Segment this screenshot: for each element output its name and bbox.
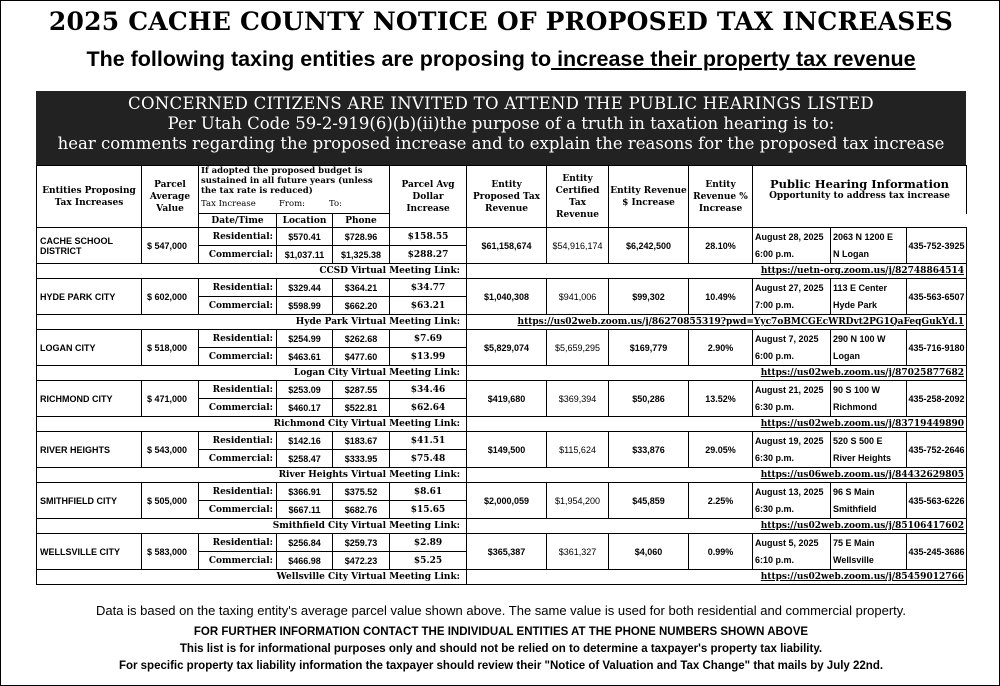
meeting-link-label: Hyde Park Virtual Meeting Link: — [37, 315, 467, 330]
commercial-from: $466.98 — [277, 552, 333, 570]
parcel-average-value: $ 543,000 — [142, 432, 199, 468]
revenue-dollar-increase: $6,242,500 — [609, 228, 689, 264]
location-line-2: Logan — [833, 350, 861, 361]
revenue-percent-increase: 28.10% — [689, 228, 753, 264]
meeting-link[interactable]: https://us02web.zoom.us/j/87025877682 — [467, 366, 967, 381]
banner-line-3: hear comments regarding the proposed increase and to explain the reasons for the proposed tax increase — [57, 134, 945, 153]
hearing-date: August 28, 2025 — [755, 231, 824, 242]
header-phone: Phone — [333, 214, 390, 228]
hearing-datetime — [753, 279, 831, 315]
hearing-time: 6:30 p.m. — [755, 401, 795, 412]
header-sub-labels — [201, 199, 389, 209]
hearing-datetime — [753, 381, 831, 417]
revenue-percent-increase: 10.49% — [689, 279, 753, 315]
hearing-banner — [36, 91, 966, 165]
hearing-location — [831, 432, 907, 468]
entity-name: RICHMOND CITY — [37, 381, 142, 417]
revenue-dollar-increase: $99,302 — [609, 279, 689, 315]
residential-label: Residential: — [199, 228, 277, 246]
parcel-average-value: $ 547,000 — [142, 228, 199, 264]
header-to: To: — [329, 199, 342, 209]
commercial-from: $667.11 — [277, 501, 333, 519]
meeting-link[interactable]: https://us02web.zoom.us/j/85106417602 — [467, 519, 967, 534]
commercial-to: $522.81 — [333, 399, 390, 417]
header-location: Location — [277, 214, 333, 228]
meeting-link-label: Smithfield City Virtual Meeting Link: — [37, 519, 467, 534]
certified-revenue: $1,954,200 — [547, 483, 609, 519]
table-row — [37, 381, 967, 399]
location-line-1: 96 S Main — [833, 486, 875, 497]
residential-from: $256.84 — [277, 534, 333, 552]
meeting-link[interactable]: https://us06web.zoom.us/j/84432629805 — [467, 468, 967, 483]
page-title: 2025 CACHE COUNTY NOTICE OF PROPOSED TAX INCREASES — [48, 7, 954, 36]
hearing-date: August 5, 2025 — [755, 537, 819, 548]
meeting-link-label: Richmond City Virtual Meeting Link: — [37, 417, 467, 432]
revenue-percent-increase: 13.52% — [689, 381, 753, 417]
table-row — [37, 330, 967, 348]
entity-name: HYDE PARK CITY — [37, 279, 142, 315]
commercial-to: $662.20 — [333, 297, 390, 315]
commercial-to: $333.95 — [333, 450, 390, 468]
parcel-average-value: $ 602,000 — [142, 279, 199, 315]
public-hearing-title: Public Hearing Information — [770, 176, 950, 191]
hearing-time: 6:00 p.m. — [755, 350, 795, 361]
hearing-phone: 435-258-2092 — [907, 381, 967, 417]
location-line-1: 520 S 500 E — [833, 435, 883, 446]
footer-disclaimer: This list is for informational purposes only and should not be relied on to determine a taxpayer's property tax liability. — [179, 643, 823, 655]
certified-revenue: $361,327 — [547, 534, 609, 570]
meeting-link-row — [37, 366, 967, 381]
hearing-datetime — [753, 228, 831, 264]
residential-from: $253.09 — [277, 381, 333, 399]
proposed-revenue: $419,680 — [467, 381, 547, 417]
meeting-link-row — [37, 570, 967, 585]
hearing-phone: 435-752-3925 — [907, 228, 967, 264]
residential-increase: $34.46 — [390, 381, 467, 399]
revenue-dollar-increase: $45,859 — [609, 483, 689, 519]
meeting-link[interactable]: https://us02web.zoom.us/j/83719449890 — [467, 417, 967, 432]
residential-label: Residential: — [199, 483, 277, 501]
certified-revenue: $115,624 — [547, 432, 609, 468]
hearing-datetime — [753, 534, 831, 570]
certified-revenue: $941,006 — [547, 279, 609, 315]
certified-revenue: $5,659,295 — [547, 330, 609, 366]
commercial-increase: $62.64 — [390, 399, 467, 417]
commercial-label: Commercial: — [199, 297, 277, 315]
parcel-average-value: $ 505,000 — [142, 483, 199, 519]
residential-to: $364.21 — [333, 279, 390, 297]
proposed-revenue: $1,040,308 — [467, 279, 547, 315]
header-proposed-revenue: Entity Proposed Tax Revenue — [467, 166, 547, 228]
location-line-1: 113 E Center — [833, 282, 888, 293]
location-line-2: Smithfield — [833, 503, 877, 514]
commercial-label: Commercial: — [199, 501, 277, 519]
table-body — [37, 228, 967, 585]
hearing-phone: 435-563-6507 — [907, 279, 967, 315]
proposed-revenue: $2,000,059 — [467, 483, 547, 519]
residential-increase: $41.51 — [390, 432, 467, 450]
table-row — [37, 483, 967, 501]
residential-label: Residential: — [199, 330, 277, 348]
header-avg-dollar-increase: Parcel Avg Dollar Increase — [390, 166, 467, 228]
commercial-from: $258.47 — [277, 450, 333, 468]
revenue-dollar-increase: $50,286 — [609, 381, 689, 417]
residential-label: Residential: — [199, 381, 277, 399]
hearing-datetime — [753, 432, 831, 468]
hearing-date: August 21, 2025 — [755, 384, 824, 395]
location-line-2: River Heights — [833, 452, 892, 463]
public-hearing-subtitle: Opportunity to address tax increase — [769, 190, 950, 201]
location-line-2: Richmond — [833, 401, 878, 412]
residential-to: $183.67 — [333, 432, 390, 450]
hearing-date: August 19, 2025 — [755, 435, 824, 446]
residential-to: $728.96 — [333, 228, 390, 246]
location-line-1: 75 E Main — [833, 537, 875, 548]
hearing-location — [831, 381, 907, 417]
location-line-2: Wellsville — [833, 554, 874, 565]
commercial-to: $472.23 — [333, 552, 390, 570]
residential-increase: $158.55 — [390, 228, 467, 246]
commercial-to: $477.60 — [333, 348, 390, 366]
banner-line-1: CONCERNED CITIZENS ARE INVITED TO ATTEND THE PUBLIC HEARINGS LISTED — [128, 94, 874, 113]
hearing-date: August 27, 2025 — [755, 282, 824, 293]
hearing-time: 6:30 p.m. — [755, 503, 795, 514]
commercial-from: $460.17 — [277, 399, 333, 417]
meeting-link[interactable]: https://us02web.zoom.us/j/85459012766 — [467, 570, 967, 585]
residential-increase: $7.69 — [390, 330, 467, 348]
residential-from: $254.99 — [277, 330, 333, 348]
budget-note-text: If adopted the proposed budget is sustained in all future years (unless the tax rate is reduced) — [201, 166, 373, 196]
hearing-location — [831, 483, 907, 519]
entity-name: SMITHFIELD CITY — [37, 483, 142, 519]
header-budget-note — [199, 166, 390, 214]
residential-from: $142.16 — [277, 432, 333, 450]
meeting-link-row — [37, 315, 967, 330]
hearing-datetime — [753, 330, 831, 366]
hearing-location — [831, 228, 907, 264]
residential-to: $259.73 — [333, 534, 390, 552]
hearing-location — [831, 534, 907, 570]
meeting-link-row — [37, 468, 967, 483]
entity-name: RIVER HEIGHTS — [37, 432, 142, 468]
table-row — [37, 279, 967, 297]
meeting-link-row — [37, 519, 967, 534]
entity-name: WELLSVILLE CITY — [37, 534, 142, 570]
table-row — [37, 432, 967, 450]
header-datetime: Date/Time — [199, 214, 277, 228]
hearing-time: 6:30 p.m. — [755, 452, 795, 463]
hearing-time: 6:00 p.m. — [755, 248, 795, 259]
commercial-increase: $75.48 — [390, 450, 467, 468]
hearing-location — [831, 330, 907, 366]
hearing-time: 6:10 p.m. — [755, 554, 795, 565]
location-line-2: N Logan — [833, 248, 870, 259]
footer-note: Data is based on the taxing entity's average parcel value shown above. The same value is used for both residential and commercial property. — [96, 603, 906, 618]
certified-revenue: $54,916,174 — [547, 228, 609, 264]
footer-contact: FOR FURTHER INFORMATION CONTACT THE INDIVIDUAL ENTITIES AT THE PHONE NUMBERS SHOWN ABOVE — [193, 626, 809, 638]
meeting-link[interactable]: https://us02web.zoom.us/j/86270855319?pwd=Yyc7oBMCGEcWRDvt2PG1QaFeqGukYd.1 — [467, 315, 967, 330]
hearing-time: 7:00 p.m. — [755, 299, 795, 310]
hearing-phone: 435-716-9180 — [907, 330, 967, 366]
meeting-link-label: Logan City Virtual Meeting Link: — [37, 366, 467, 381]
revenue-dollar-increase: $169,779 — [609, 330, 689, 366]
header-revenue-dollar-increase: Entity Revenue $ Increase — [609, 166, 689, 228]
revenue-percent-increase: 2.90% — [689, 330, 753, 366]
commercial-from: $1,037.11 — [277, 246, 333, 264]
residential-label: Residential: — [199, 534, 277, 552]
hearing-date: August 7, 2025 — [755, 333, 819, 344]
residential-to: $262.68 — [333, 330, 390, 348]
hearing-phone: 435-245-3686 — [907, 534, 967, 570]
parcel-average-value: $ 518,000 — [142, 330, 199, 366]
commercial-label: Commercial: — [199, 552, 277, 570]
tax-increase-table — [36, 165, 967, 585]
certified-revenue: $369,394 — [547, 381, 609, 417]
header-entities: Entities Proposing Tax Increases — [37, 166, 142, 228]
footer-liability: For specific property tax liability information the taxpayer should review their "Notice of Valuation and Tax Change" that mails by July 22nd. — [118, 660, 884, 672]
subtitle-text: The following taxing entities are proposing to — [86, 47, 552, 71]
commercial-label: Commercial: — [199, 246, 277, 264]
hearing-date: August 13, 2025 — [755, 486, 824, 497]
meeting-link-row — [37, 264, 967, 279]
header-public-hearing — [753, 166, 967, 214]
entity-name: CACHE SCHOOL DISTRICT — [37, 228, 142, 264]
commercial-increase: $15.65 — [390, 501, 467, 519]
meeting-link-label: River Heights Virtual Meeting Link: — [37, 468, 467, 483]
revenue-dollar-increase: $33,876 — [609, 432, 689, 468]
header-tax-increase: Tax Increase — [201, 199, 256, 209]
residential-label: Residential: — [199, 432, 277, 450]
commercial-increase: $5.25 — [390, 552, 467, 570]
residential-to: $287.55 — [333, 381, 390, 399]
banner-line-2: Per Utah Code 59-2-919(6)(b)(ii)the purpose of a truth in taxation hearing is to: — [167, 114, 835, 133]
location-line-2: Hyde Park — [833, 299, 878, 310]
hearing-datetime — [753, 483, 831, 519]
meeting-link-label: Wellsville City Virtual Meeting Link: — [37, 570, 467, 585]
page-subtitle — [1, 47, 1000, 72]
location-line-1: 290 N 100 W — [833, 333, 886, 344]
header-parcel-average: Parcel Average Value — [142, 166, 199, 228]
commercial-to: $682.76 — [333, 501, 390, 519]
proposed-revenue: $5,829,074 — [467, 330, 547, 366]
commercial-label: Commercial: — [199, 450, 277, 468]
commercial-from: $463.61 — [277, 348, 333, 366]
meeting-link-row — [37, 417, 967, 432]
commercial-label: Commercial: — [199, 399, 277, 417]
commercial-increase: $63.21 — [390, 297, 467, 315]
commercial-from: $598.99 — [277, 297, 333, 315]
proposed-revenue: $61,158,674 — [467, 228, 547, 264]
entity-name: LOGAN CITY — [37, 330, 142, 366]
meeting-link-label: CCSD Virtual Meeting Link: — [37, 264, 467, 279]
meeting-link[interactable]: https://uetn-org.zoom.us/j/82748864514 — [467, 264, 967, 279]
header-certified-revenue: Entity Certified Tax Revenue — [547, 166, 609, 228]
residential-from: $329.44 — [277, 279, 333, 297]
hearing-phone: 435-563-6226 — [907, 483, 967, 519]
revenue-percent-increase: 2.25% — [689, 483, 753, 519]
commercial-to: $1,325.38 — [333, 246, 390, 264]
parcel-average-value: $ 471,000 — [142, 381, 199, 417]
residential-from: $570.41 — [277, 228, 333, 246]
parcel-average-value: $ 583,000 — [142, 534, 199, 570]
hearing-phone: 435-752-2646 — [907, 432, 967, 468]
hearing-location — [831, 279, 907, 315]
residential-to: $375.52 — [333, 483, 390, 501]
header-from: From: — [279, 199, 306, 209]
revenue-dollar-increase: $4,060 — [609, 534, 689, 570]
residential-increase: $8.61 — [390, 483, 467, 501]
header-revenue-percent-increase: Entity Revenue % Increase — [689, 166, 753, 228]
revenue-percent-increase: 0.99% — [689, 534, 753, 570]
table-row — [37, 228, 967, 246]
residential-from: $366.91 — [277, 483, 333, 501]
proposed-revenue: $365,387 — [467, 534, 547, 570]
commercial-increase: $13.99 — [390, 348, 467, 366]
revenue-percent-increase: 29.05% — [689, 432, 753, 468]
residential-increase: $2.89 — [390, 534, 467, 552]
location-line-1: 2063 N 1200 E — [833, 231, 894, 242]
residential-increase: $34.77 — [390, 279, 467, 297]
proposed-revenue: $149,500 — [467, 432, 547, 468]
table-row — [37, 534, 967, 552]
subtitle-underlined-text: increase their property tax revenue — [551, 47, 916, 71]
location-line-1: 90 S 100 W — [833, 384, 881, 395]
commercial-increase: $288.27 — [390, 246, 467, 264]
commercial-label: Commercial: — [199, 348, 277, 366]
residential-label: Residential: — [199, 279, 277, 297]
